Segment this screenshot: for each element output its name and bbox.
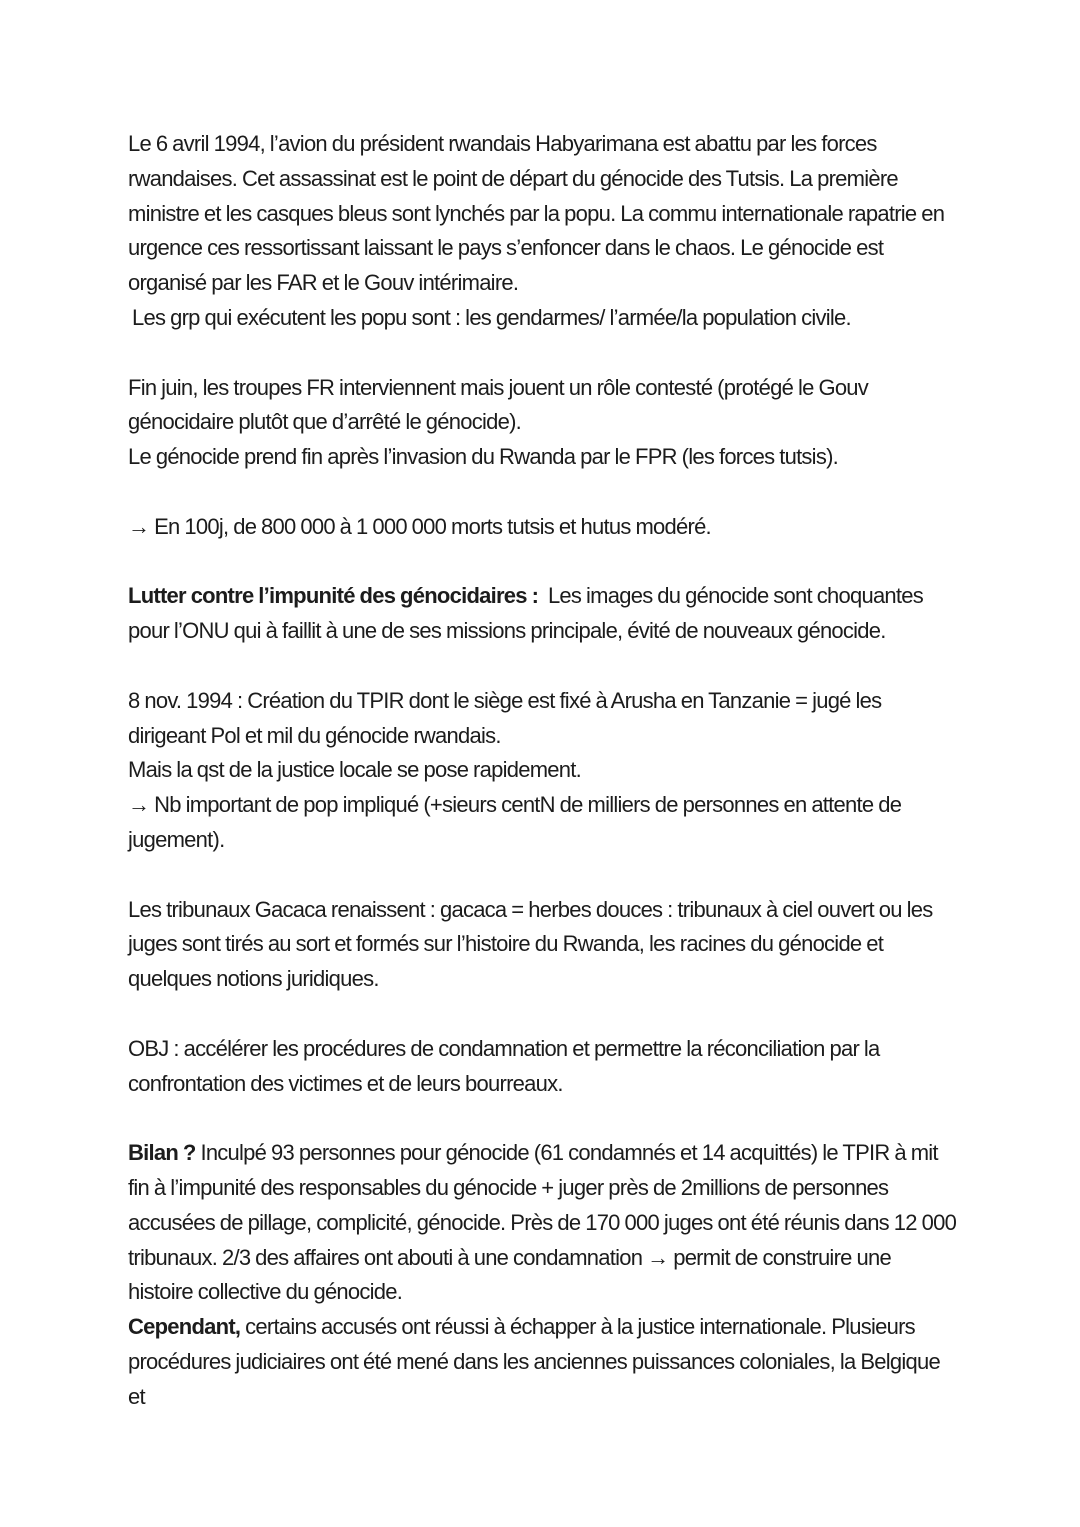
paragraph-genocide-end: Le génocide prend fin après l’invasion du Rwanda par le FPR (les forces tutsis). xyxy=(128,444,839,470)
cependant-text: certains accusés ont réussi à échapper à la justice internationale. Plusieurs procédures judiciaires ont été mené dans les anciennes puissances coloniales, la Belgique et xyxy=(128,1314,945,1409)
paragraph-death-toll: → En 100j, de 800 000 à 1 000 000 morts tutsis et hutus modéré. xyxy=(128,513,711,539)
paragraph-cependant xyxy=(128,1310,960,1414)
bilan-text: Inculpé 93 personnes pour génocide (61 condamnés et 14 acquittés) le TPIR à mit fin à l’impunité des responsables du génocide + juger près de 2millions de personnes accusées de pillage, complicité, génocide. Près de 170 000 juges ont été réunis dans 12 000 tribunaux. 2/3 des affaires ont abouti à une condamnation → permit de construire une histoire collective du génocide. xyxy=(128,1140,961,1305)
spacer xyxy=(128,1101,960,1136)
document-page xyxy=(128,127,960,1414)
paragraph-perpetrators: Les grp qui exécutent les popu sont : les gendarmes/ l’armée/la population civile. xyxy=(132,304,851,330)
spacer xyxy=(128,649,960,684)
paragraph-objective: OBJ : accélérer les procédures de condamnation et permettre la réconciliation par la confrontation des victimes et de leurs bourreaux. xyxy=(128,1035,885,1096)
paragraph-gacaca: Les tribunaux Gacaca renaissent : gacaca = herbes douces : tribunaux à ciel ouvert ou les juges sont tirés au sort et formés sur l’histoire du Rwanda, les racines du génocide et quelques notions juridiques. xyxy=(128,896,938,992)
spacer xyxy=(128,997,960,1032)
spacer xyxy=(128,336,960,371)
spacer xyxy=(128,475,960,510)
heading-impunity: Lutter contre l’impunité des génocidaires : xyxy=(128,583,539,609)
paragraph-impunity xyxy=(128,579,960,649)
paragraph-french-troops: Fin juin, les troupes FR interviennent mais jouent un rôle contesté (protégé le Gouv génocidaire plutôt que d’arrêté le génocide). xyxy=(128,374,873,435)
heading-bilan: Bilan ? xyxy=(128,1140,196,1166)
paragraph-population-involved: → Nb important de pop impliqué (+sieurs centN de milliers de personnes en attente de jugement). xyxy=(128,792,907,852)
paragraph-genocide-start: Le 6 avril 1994, l’avion du président rwandais Habyarimana est abattu par les forces rwandaises. Cet assassinat est le point de départ du génocide des Tutsis. La première ministre et les casques bleus sont lynchés par la popu. La commu internationale rapatrie en urgence ces ressortissant laissant le pays s’enfoncer dans le chaos. Le génocide est organisé par les FAR et le Gouv intérimaire. xyxy=(128,131,950,296)
spacer xyxy=(128,858,960,893)
spacer xyxy=(128,545,960,580)
heading-cependant: Cependant, xyxy=(128,1314,241,1340)
paragraph-bilan xyxy=(128,1136,960,1310)
impunity-text: Les images du génocide sont choquantes pour l’ONU qui à faillit à une de ses missions principale, évité de nouveaux génocide. xyxy=(128,583,928,644)
paragraph-local-justice: Mais la qst de la justice locale se pose rapidement. xyxy=(128,757,581,783)
paragraph-tpir-creation: 8 nov. 1994 : Création du TPIR dont le siège est fixé à Arusha en Tanzanie = jugé les dirigeant Pol et mil du génocide rwandais. xyxy=(128,687,887,748)
